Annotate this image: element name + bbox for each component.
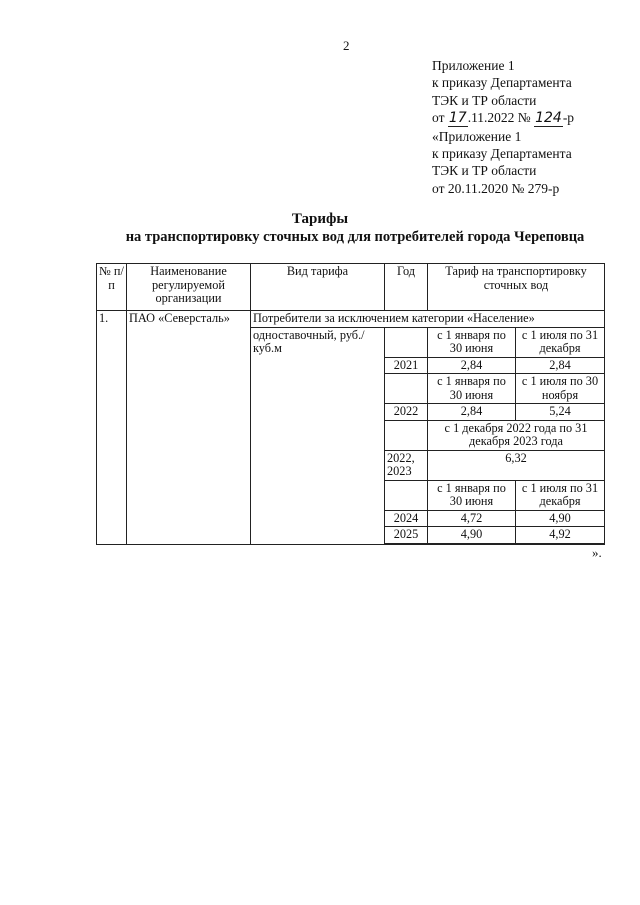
order-suffix: -р bbox=[562, 110, 575, 126]
appendix-line: «Приложение 1 bbox=[432, 128, 522, 144]
table-header-row bbox=[97, 264, 605, 311]
row-number: 1. bbox=[97, 311, 127, 545]
value-cell bbox=[428, 543, 516, 544]
value-cell: 2,84 bbox=[516, 357, 605, 374]
value-cell: 4,72 bbox=[428, 510, 516, 527]
table-row bbox=[97, 311, 605, 328]
document-title: Тарифы bbox=[291, 211, 349, 227]
header-org: Наименование регулируемой организации bbox=[127, 264, 251, 311]
year-cell bbox=[385, 327, 428, 357]
year-cell: 2025 bbox=[385, 527, 428, 544]
value-cell: 6,32 bbox=[428, 450, 605, 480]
value-cell bbox=[516, 543, 605, 544]
year-cell bbox=[385, 543, 428, 544]
appendix-header bbox=[432, 57, 574, 197]
handwritten-number: 124 bbox=[535, 110, 562, 127]
page-number: 2 bbox=[343, 38, 350, 53]
year-cell bbox=[385, 480, 428, 510]
appendix-line: ТЭК и ТР области bbox=[432, 163, 537, 179]
value-cell: 4,92 bbox=[516, 527, 605, 544]
year-cell: 2024 bbox=[385, 510, 428, 527]
handwritten-day: 17 bbox=[448, 110, 467, 127]
value-cell: 5,24 bbox=[516, 404, 605, 421]
value-cell: 4,90 bbox=[428, 527, 516, 544]
period-cell: с 1 июля по 31 декабря bbox=[516, 327, 605, 357]
header-year: Год bbox=[385, 264, 428, 311]
org-name: ПАО «Северсталь» bbox=[127, 311, 251, 545]
year-cell: 2022, 2023 bbox=[385, 450, 428, 480]
year-cell bbox=[385, 374, 428, 404]
tariff-table bbox=[96, 263, 605, 545]
period-cell: с 1 декабря 2022 года по 31 декабря 2023 года bbox=[428, 420, 605, 450]
order-mid: .11.2022 № bbox=[467, 110, 531, 126]
period-cell: с 1 января по 30 июня bbox=[428, 327, 516, 357]
year-cell bbox=[385, 420, 428, 450]
period-cell: с 1 января по 30 июня bbox=[428, 480, 516, 510]
tariff-type: одноставочный, руб./куб.м bbox=[251, 327, 385, 544]
appendix-order-line bbox=[432, 109, 574, 127]
appendix-line: от 20.11.2020 № 279-р bbox=[432, 180, 560, 196]
consumer-category: Потребители за исключением категории «Население» bbox=[251, 311, 605, 328]
year-cell: 2022 bbox=[385, 404, 428, 421]
header-num: № п/п bbox=[97, 264, 127, 311]
period-cell: с 1 июля по 30 ноября bbox=[516, 374, 605, 404]
appendix-line: к приказу Департамента bbox=[432, 75, 572, 91]
value-cell: 4,90 bbox=[516, 510, 605, 527]
header-type: Вид тарифа bbox=[251, 264, 385, 311]
closing-quote: ». bbox=[592, 545, 602, 560]
value-cell: 2,84 bbox=[428, 357, 516, 374]
appendix-line: ТЭК и ТР области bbox=[432, 92, 537, 108]
appendix-line: к приказу Департамента bbox=[432, 146, 572, 162]
period-cell: с 1 июля по 31 декабря bbox=[516, 480, 605, 510]
appendix-line: Приложение 1 bbox=[432, 58, 515, 73]
header-tariff: Тариф на транспортировку сточных вод bbox=[428, 264, 605, 311]
value-cell: 2,84 bbox=[428, 404, 516, 421]
document-subtitle: на транспортировку сточных вод для потребителей города Череповца bbox=[125, 229, 585, 245]
period-cell: с 1 января по 30 июня bbox=[428, 374, 516, 404]
order-prefix: от bbox=[432, 110, 445, 126]
year-cell: 2021 bbox=[385, 357, 428, 374]
